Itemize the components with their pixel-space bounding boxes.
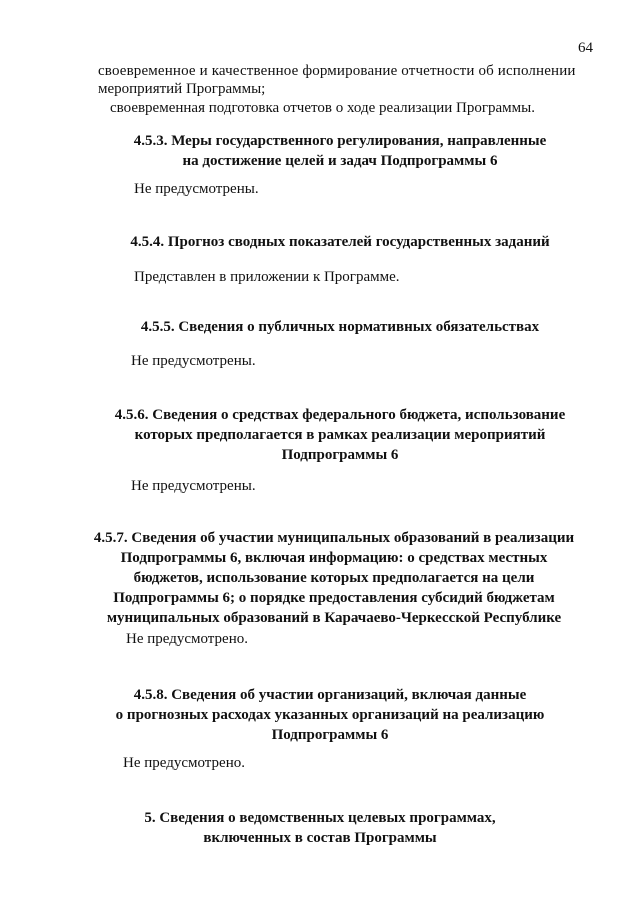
section-body-4-5-8: Не предусмотрено. <box>123 755 245 771</box>
section-body-4-5-5: Не предусмотрены. <box>131 353 256 369</box>
section-body-4-5-7: Не предусмотрено. <box>126 631 248 647</box>
heading-line: Подпрограммы 6, включая информацию: о средствах местных <box>120 550 548 566</box>
heading-line: 4.5.3. Меры государственного регулирования, направленные <box>133 133 547 149</box>
heading-line: включенных в состав Программы <box>203 830 437 846</box>
heading-line: 4.5.5. Сведения о публичных нормативных обязательствах <box>140 319 540 335</box>
heading-line: 4.5.8. Сведения об участии организаций, включая данные <box>133 687 527 703</box>
heading-line: о прогнозных расходах указанных организаций на реализацию <box>115 707 545 723</box>
section-body-4-5-4: Представлен в приложении к Программе. <box>134 269 400 285</box>
intro-line-2: мероприятий Программы; <box>98 81 266 97</box>
heading-line: Подпрограммы 6 <box>281 447 399 463</box>
section-body-4-5-3: Не предусмотрены. <box>134 181 259 197</box>
section-heading-4-5-3 <box>120 131 560 171</box>
section-heading-4-5-4 <box>120 232 560 252</box>
section-body-4-5-6: Не предусмотрены. <box>131 478 256 494</box>
heading-line: муниципальных образований в Карачаево-Черкесской Республике <box>106 610 562 626</box>
heading-line: 4.5.4. Прогноз сводных показателей государственных заданий <box>130 234 550 250</box>
section-heading-4-5-5 <box>120 317 560 337</box>
heading-line: Подпрограммы 6 <box>271 727 389 743</box>
heading-line: на достижение целей и задач Подпрограммы 6 <box>182 153 498 169</box>
intro-line-3: своевременная подготовка отчетов о ходе реализации Программы. <box>110 100 535 116</box>
page-number: 64 <box>578 40 593 56</box>
section-heading-4-5-6 <box>100 405 580 465</box>
section-heading-5 <box>120 808 520 848</box>
heading-line: 5. Сведения о ведомственных целевых программах, <box>144 810 496 826</box>
heading-line: Подпрограммы 6; о порядке предоставления субсидий бюджетам <box>113 590 555 606</box>
section-heading-4-5-8 <box>100 685 560 745</box>
section-heading-4-5-7 <box>84 528 584 628</box>
heading-line: 4.5.7. Сведения об участии муниципальных образований в реализации <box>93 530 575 546</box>
heading-line: 4.5.6. Сведения о средствах федерального бюджета, использование <box>114 407 566 423</box>
intro-line-1: своевременное и качественное формирование отчетности об исполнении <box>98 63 576 79</box>
heading-line: бюджетов, использование которых предполагается на цели <box>133 570 535 586</box>
heading-line: которых предполагается в рамках реализации мероприятий <box>134 427 546 443</box>
